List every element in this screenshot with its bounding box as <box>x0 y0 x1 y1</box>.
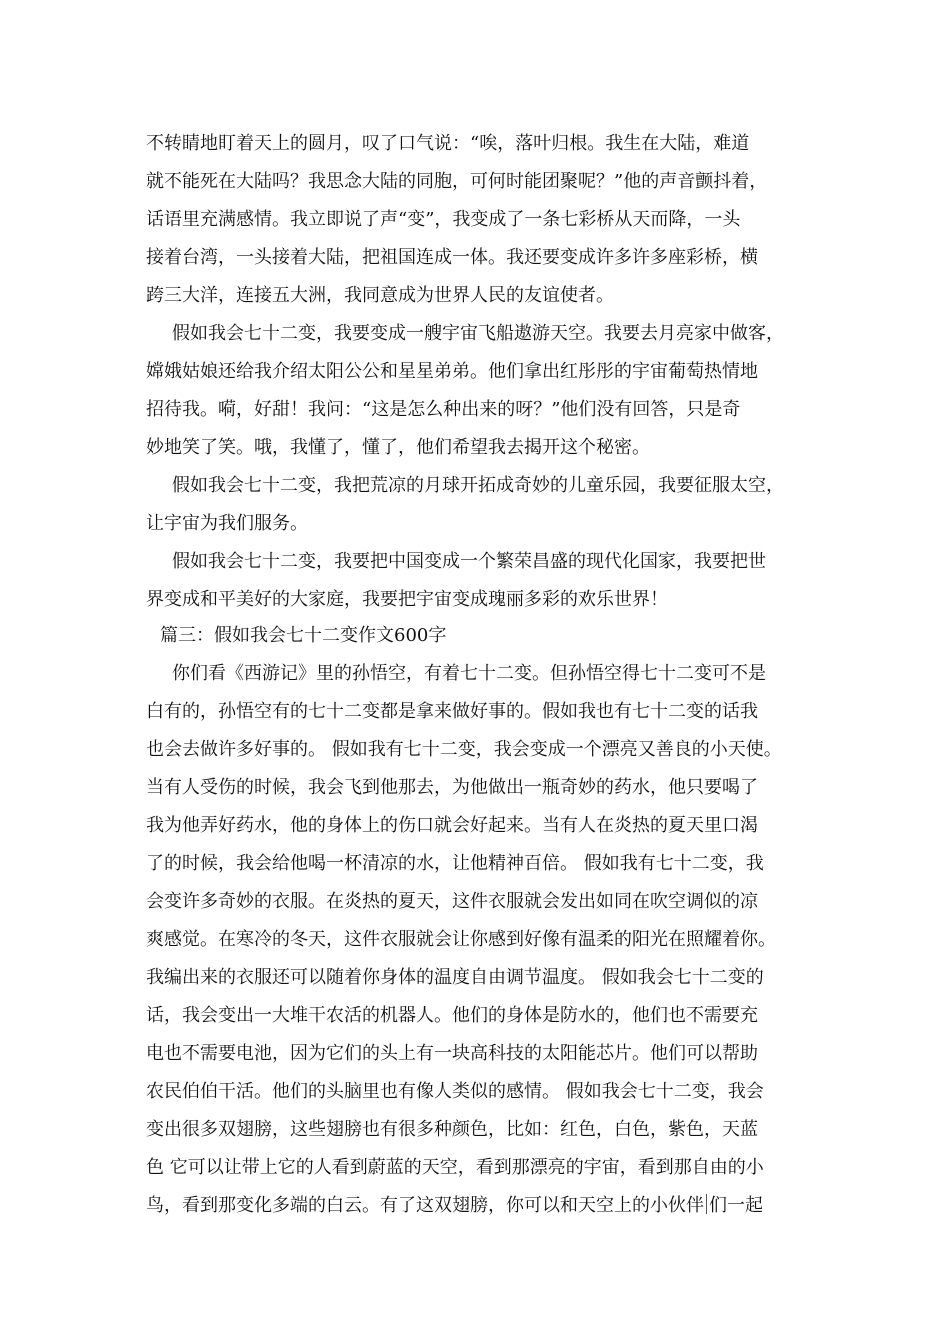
text-line: 色 它可以让带上它的人看到蔚蓝的天空，看到那漂亮的宇宙，看到那自由的小 <box>146 1157 764 1178</box>
section-heading: 篇三：假如我会七十二变作文600字 <box>160 625 447 646</box>
text-line: 农民伯伯干活。他们的头脑里也有像人类似的感情。 假如我会七十二变，我会 <box>146 1081 764 1102</box>
text-line: 招待我。嗬，好甜！我问：“这是怎么种出来的呀？”他们没有回答，只是奇 <box>146 399 741 420</box>
text-line: 话，我会变出一大堆干农活的机器人。他们的身体是防水的，他们也不需要充 <box>146 1005 758 1026</box>
text-line: 嫦娥姑娘还给我介绍太阳公公和星星弟弟。他们拿出红彤彤的宇宙葡萄热情地 <box>146 361 758 382</box>
text-line: 不转睛地盯着天上的圆月，叹了口气说：“唉，落叶归根。我生在大陆，难道 <box>146 133 750 154</box>
text-line: 也会去做许多好事的。 假如我有七十二变，我会变成一个漂亮又善良的小天使。 <box>146 739 782 760</box>
text-line: 了的时候，我会给他喝一杯清凉的水，让他精神百倍。 假如我有七十二变，我 <box>146 853 764 874</box>
text-line: 界变成和平美好的大家庭，我要把宇宙变成瑰丽多彩的欢乐世界！ <box>146 589 668 610</box>
text-line: 让宇宙为我们服务。 <box>146 513 308 534</box>
text-line: 话语里充满感情。我立即说了声“变”，我变成了一条七彩桥从天而降，一头 <box>146 209 741 230</box>
text-line <box>146 1194 816 1218</box>
text-segment: 们一起 <box>709 1195 763 1216</box>
text-line: 妙地笑了笑。哦，我懂了，懂了，他们希望我去揭开这个秘密。 <box>146 437 650 458</box>
text-line: 电也不需要电池，因为它们的头上有一块高科技的太阳能芯片。他们可以帮助 <box>146 1043 758 1064</box>
text-line: 假如我会七十二变，我把荒凉的月球开拓成奇妙的儿童乐园，我要征服太空， <box>172 475 784 496</box>
text-line: 变出很多双翅膀，这些翅膀也有很多种颜色，比如：红色，白色，紫色，天蓝 <box>146 1119 758 1140</box>
text-line: 接着台湾，一头接着大陆，把祖国连成一体。我还要变成许多许多座彩桥，横 <box>146 247 758 268</box>
text-line: 我编出来的衣服还可以随着你身体的温度自由调节温度。 假如我会七十二变的 <box>146 967 764 988</box>
text-line: 假如我会七十二变，我要把中国变成一个繁荣昌盛的现代化国家，我要把世 <box>172 551 766 572</box>
text-line: 会变许多奇妙的衣服。在炎热的夏天，这件衣服就会发出如同在吹空调似的凉 <box>146 891 758 912</box>
text-line: 你们看《西游记》里的孙悟空，有着七十二变。但孙悟空得七十二变可不是 <box>172 663 766 684</box>
text-line: 假如我会七十二变，我要变成一艘宇宙飞船遨游天空。我要去月亮家中做客， <box>172 323 784 344</box>
text-line: 白有的，孙悟空有的七十二变都是拿来做好事的。假如我也有七十二变的话我 <box>146 701 758 722</box>
text-segment: 鸟，看到那变化多端的白云。有了这双翅膀，你可以和天空上的小伙伴 <box>146 1195 704 1216</box>
text-line: 当有人受伤的时候，我会飞到他那去，为他做出一瓶奇妙的药水，他只要喝了 <box>146 777 758 798</box>
text-line: 我为他弄好药水，他的身体上的伤口就会好起来。当有人在炎热的夏天里口渴 <box>146 815 758 836</box>
text-cursor <box>706 1194 707 1214</box>
text-line: 跨三大洋，连接五大洲，我同意成为世界人民的友谊使者。 <box>146 285 614 306</box>
text-line: 就不能死在大陆吗？我思念大陆的同胞，可何时能团聚呢？”他的声音颤抖着， <box>146 171 768 192</box>
text-line: 爽感觉。在寒冷的冬天，这件衣服就会让你感到好像有温柔的阳光在照耀着你。 <box>146 929 776 950</box>
